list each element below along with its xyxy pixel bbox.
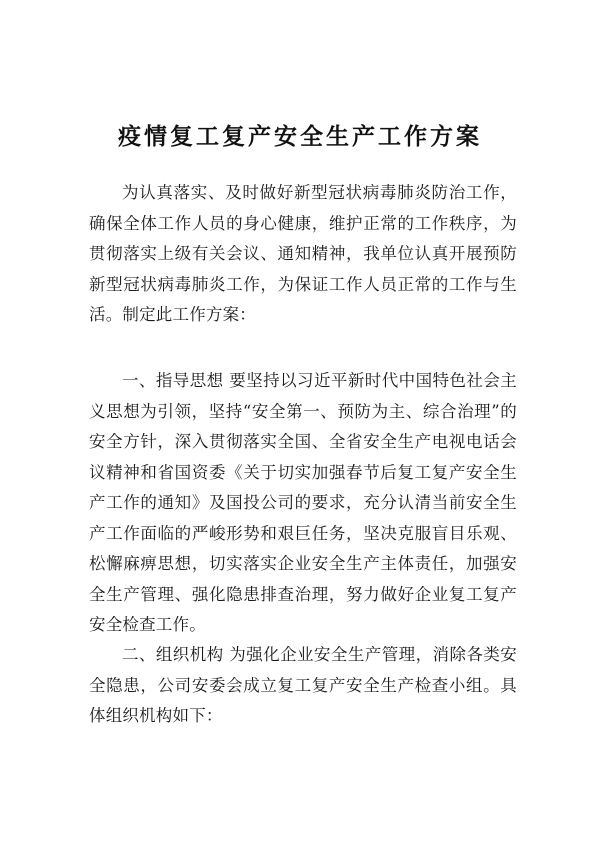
intro-block: [89, 178, 517, 331]
intro-paragraph: 为认真落实、及时做好新型冠状病毒肺炎防治工作，确保全体工作人员的身心健康，维护正常的工作秩序，为贯彻落实上级有关会议、通知精神，我单位认真开展预防新型冠状病毒肺炎工作，为保证工作人员正常的工作与生活。制定此工作方案：: [89, 183, 517, 324]
section-two-paragraph: 二、组织机构 为强化企业安全生产管理，消除各类安全隐患，公司安委会成立复工复产安全生产检查小组。具体组织机构如下：: [89, 645, 517, 725]
section-two-block: [89, 640, 517, 732]
section-one-block: [89, 366, 517, 641]
document-title: 疫情复工复产安全生产工作方案: [118, 123, 482, 150]
section-one-paragraph: 一、指导思想 要坚持以习近平新时代中国特色社会主义思想为引领，坚持“安全第一、预防为主、综合治理”的安全方针，深入贯彻落实全国、全省安全生产电视电话会议精神和省国资委《关于切实加强春节后复工复产安全生产工作的通知》及国投公司的要求，充分认清当前安全生产工作面临的严峻形势和艰巨任务，坚决克服盲目乐观、松懈麻痹思想，切实落实企业安全生产主体责任，加强安全生产管理、强化隐患排查治理，努力做好企业复工复产安全检查工作。: [89, 371, 517, 634]
